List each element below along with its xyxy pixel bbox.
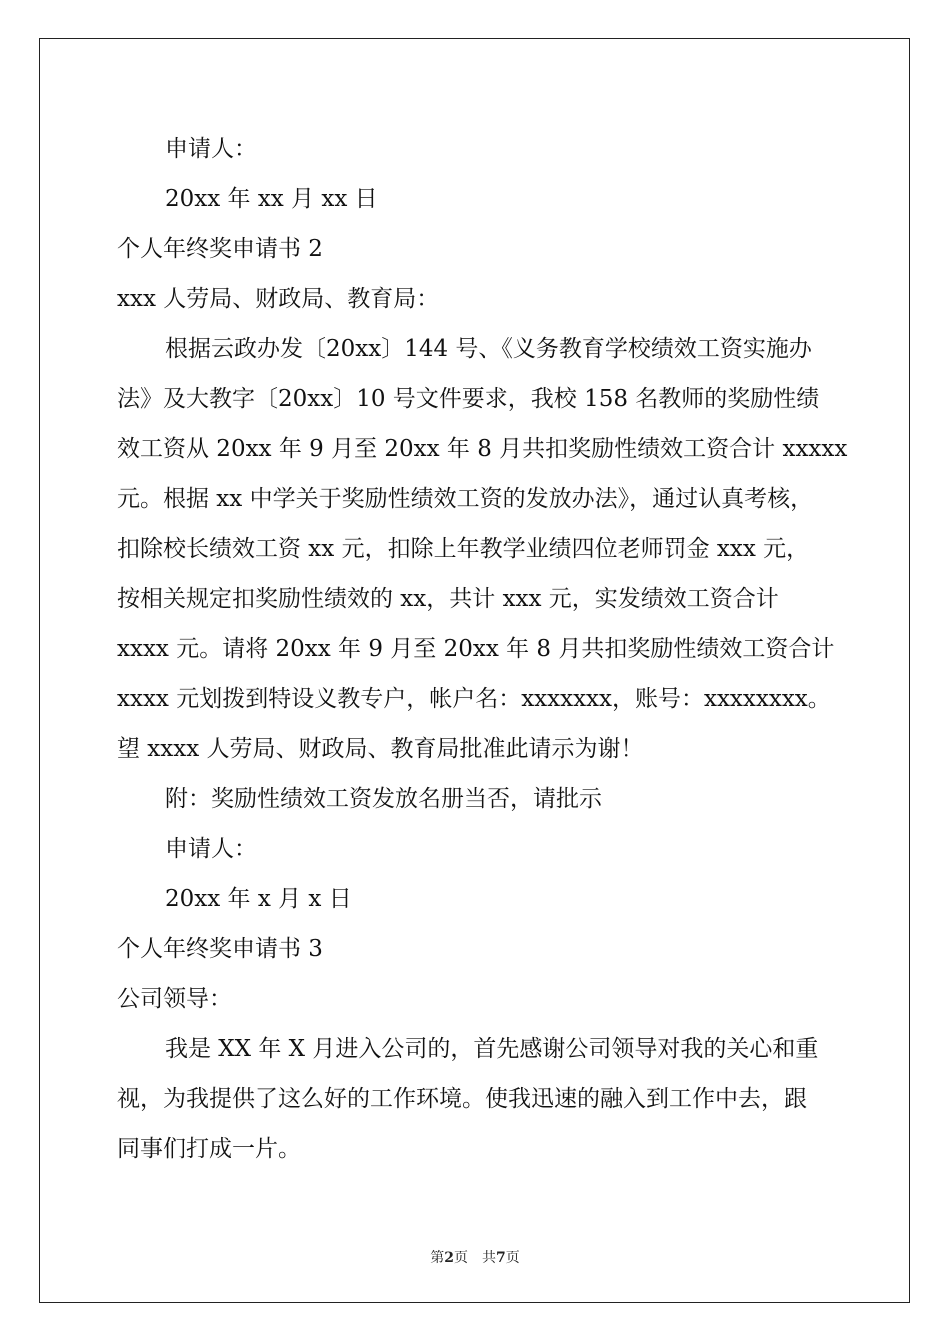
paragraph-line: 按相关规定扣奖励性绩效的 xx，共计 xxx 元，实发绩效工资合计 [117, 586, 779, 612]
paragraph-line: 元。根据 xx 中学关于奖励性绩效工资的发放办法》，通过认真考核， [117, 486, 814, 512]
paragraph-line: 效工资从 20xx 年 9 月至 20xx 年 8 月共扣奖励性绩效工资合计 xxxxx [117, 436, 848, 462]
attachment-note: 附：奖励性绩效工资发放名册当否，请批示 [165, 786, 602, 812]
applicant-label: 申请人： [165, 836, 257, 862]
paragraph-line: 根据云政办发〔20xx〕144 号、《义务教育学校绩效工资实施办 [165, 336, 812, 362]
page-mid: 页 共 [454, 1250, 496, 1266]
addressee: xxx 人劳局、财政局、教育局： [117, 286, 440, 312]
page-total: 7 [496, 1250, 506, 1266]
paragraph-line: 同事们打成一片。 [117, 1136, 301, 1162]
section-title: 个人年终奖申请书 2 [117, 236, 323, 262]
paragraph-line: xxxx 元。请将 20xx 年 9 月至 20xx 年 8 月共扣奖励性绩效工资合计 [117, 636, 835, 662]
applicant-label: 申请人： [165, 136, 257, 162]
paragraph-line: 扣除校长绩效工资 xx 元，扣除上年教学业绩四位老师罚金 xxx 元， [117, 536, 810, 562]
section-title: 个人年终奖申请书 3 [117, 936, 323, 962]
paragraph-line: xxxx 元划拨到特设义教专户，帐户名：xxxxxxx，账号：xxxxxxxx。 [117, 686, 831, 712]
page-suffix: 页 [505, 1250, 520, 1266]
page-prefix: 第 [430, 1250, 445, 1266]
paragraph-line: 法》及大教字〔20xx〕10 号文件要求，我校 158 名教师的奖励性绩 [117, 386, 820, 412]
page-footer [0, 1247, 950, 1267]
paragraph-line: 望 xxxx 人劳局、财政局、教育局批准此请示为谢！ [117, 736, 644, 762]
page-border [39, 38, 910, 1303]
date-line: 20xx 年 xx 月 xx 日 [165, 186, 378, 212]
date-line: 20xx 年 x 月 x 日 [165, 886, 352, 912]
addressee: 公司领导： [117, 986, 232, 1012]
page-current: 2 [444, 1250, 454, 1266]
paragraph-line: 视，为我提供了这么好的工作环境。使我迅速的融入到工作中去，跟 [117, 1086, 807, 1112]
paragraph-line: 我是 XX 年 X 月进入公司的，首先感谢公司领导对我的关心和重 [165, 1036, 819, 1062]
